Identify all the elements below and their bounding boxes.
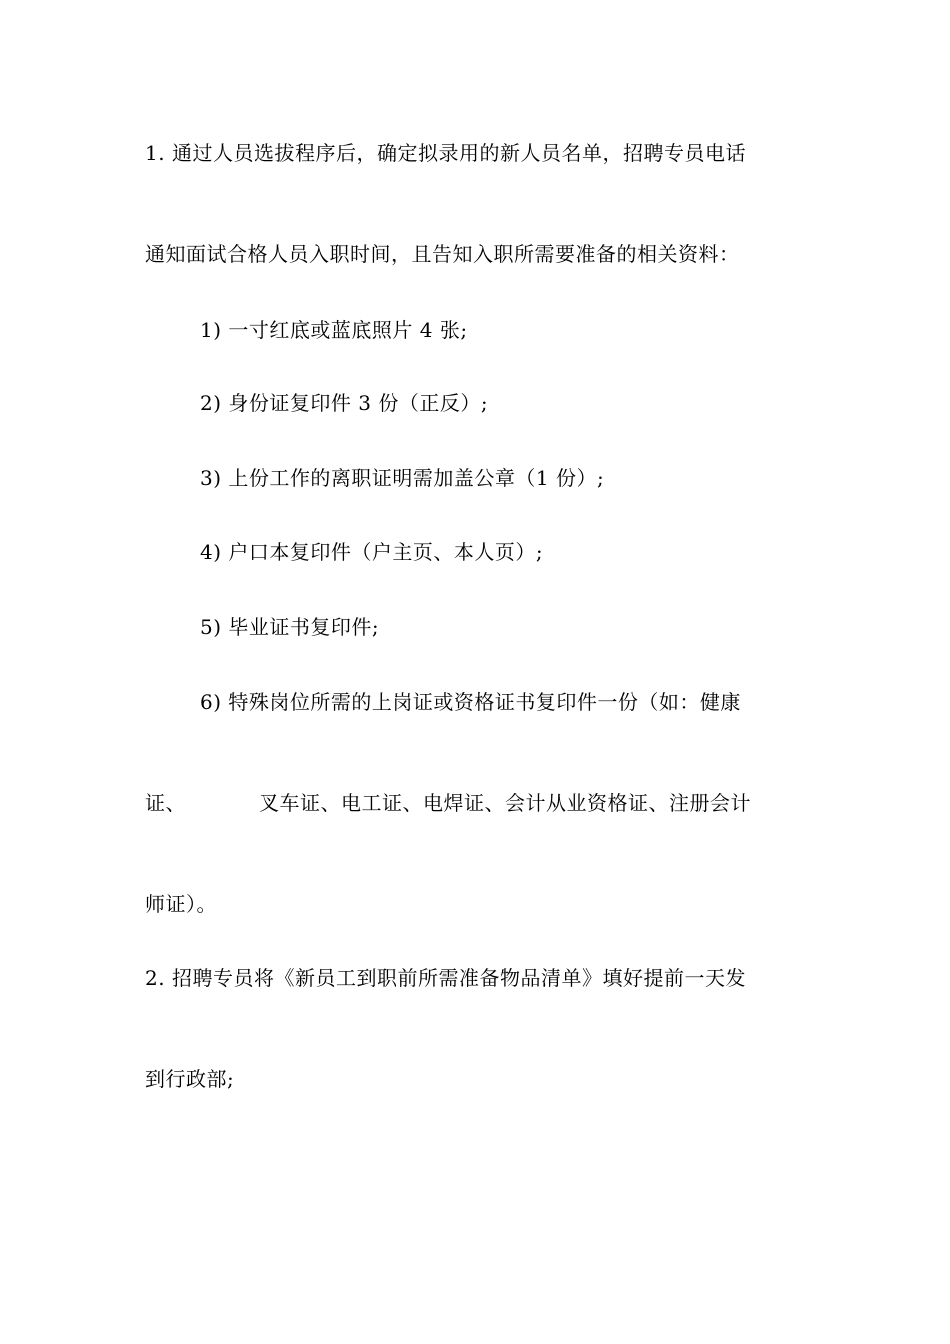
list-item-6-ending: 师证）。	[145, 892, 217, 916]
section1-line1: 1. 通过人员选拔程序后，确定拟录用的新人员名单，招聘专员电话	[145, 141, 746, 165]
list-item-2: 2) 身份证复印件 3 份（正反）;	[200, 391, 489, 415]
section2-line1: 2. 招聘专员将《新员工到职前所需准备物品清单》填好提前一天发	[145, 966, 746, 990]
list-item-6-continuation	[145, 791, 751, 815]
continuation-part-b: 叉车证、电工证、电焊证、会计从业资格证、注册会计	[259, 791, 751, 815]
section1-line2: 通知面试合格人员入职时间，且告知入职所需要准备的相关资料：	[145, 242, 740, 266]
list-item-5: 5) 毕业证书复印件;	[200, 615, 380, 639]
list-item-4: 4) 户口本复印件（户主页、本人页）;	[200, 540, 544, 564]
list-item-3: 3) 上份工作的离职证明需加盖公章（1 份）;	[200, 466, 605, 490]
list-item-1: 1) 一寸红底或蓝底照片 4 张;	[200, 318, 468, 342]
section2-line2: 到行政部;	[145, 1067, 235, 1091]
list-item-6: 6) 特殊岗位所需的上岗证或资格证书复印件一份（如：健康	[200, 690, 741, 714]
continuation-part-a: 证、	[145, 791, 186, 815]
